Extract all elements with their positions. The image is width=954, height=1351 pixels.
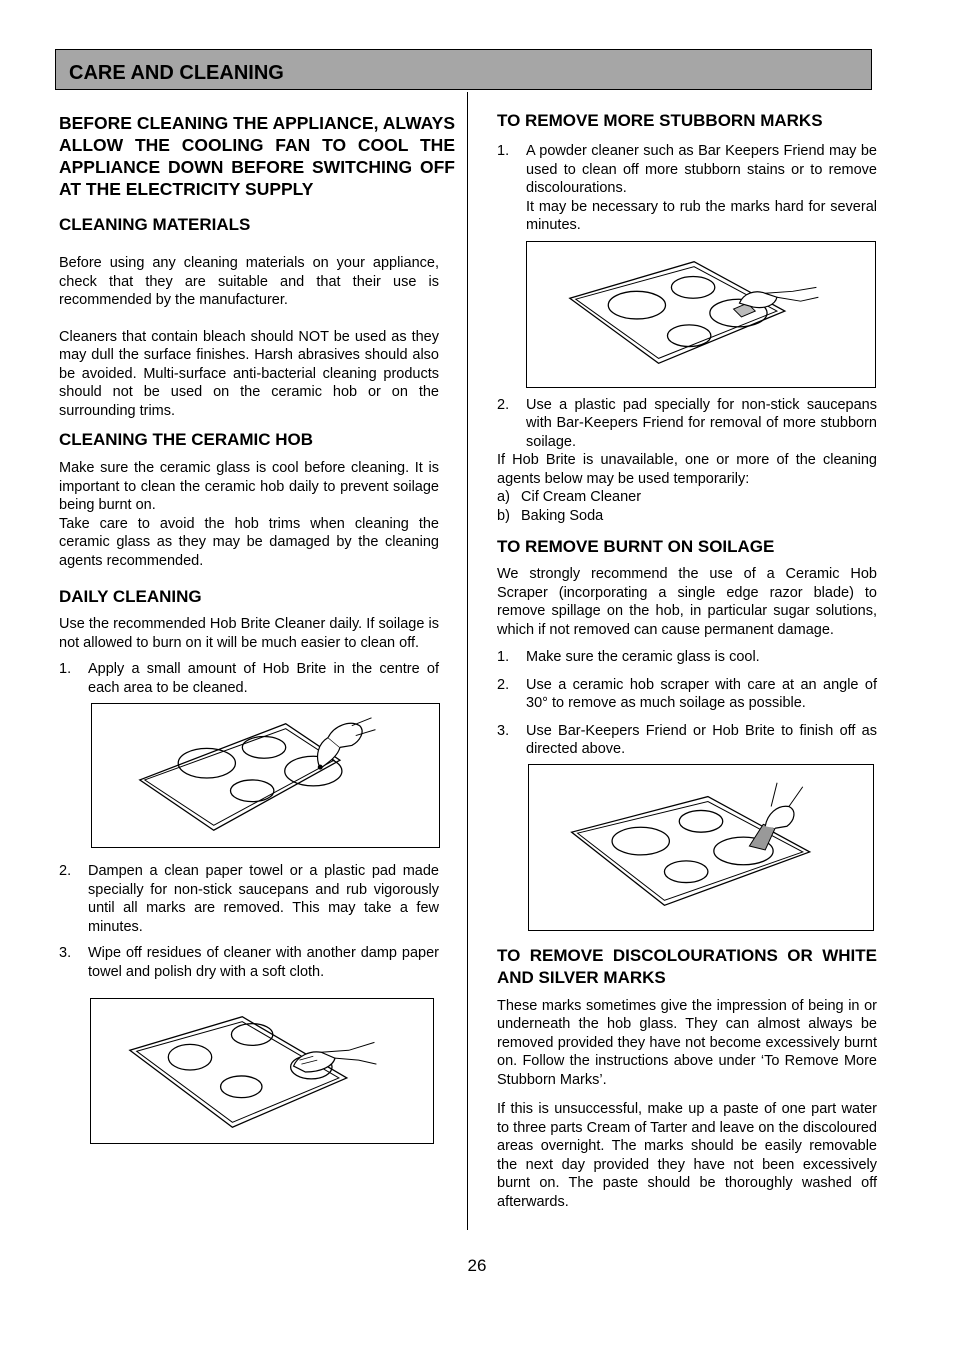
agent-text: Baking Soda (521, 507, 604, 524)
cleaning-materials-para-1: Before using any cleaning materials on your appliance, check that they are suitable and that their use is recommended by the manufacturer. (59, 255, 439, 308)
burnt-step-2 (497, 676, 877, 713)
section-header-bar (55, 49, 872, 90)
safety-warning: BEFORE CLEANING THE APPLIANCE, ALWAYS ALLOW THE COOLING FAN TO COOL THE APPLIANCE DOWN BEFORE SWITCHING OFF AT THE ELECTRICITY SUPPLY (59, 113, 455, 199)
burnt-soilage-para: We strongly recommend the use of a Ceramic Hob Scraper (incorporating a single edge razor blade) to remove spillage on the hob, in particular sugar solutions, which if not removed can cause permanent damage. (497, 566, 877, 638)
daily-cleaning-heading: DAILY CLEANING (59, 587, 202, 606)
daily-step-1 (59, 660, 439, 697)
daily-step-2 (59, 862, 439, 936)
step-text: Use Bar-Keepers Friend or Hob Brite to finish off as directed above. (526, 722, 877, 757)
cleaning-materials-heading: CLEANING MATERIALS (59, 215, 251, 234)
agent-letter: b) (497, 507, 510, 524)
step-text: Apply a small amount of Hob Brite in the centre of each area to be cleaned. (88, 661, 439, 696)
scraper-illustration (528, 764, 874, 931)
daily-step-3 (59, 944, 439, 981)
step-number: 2. (497, 676, 510, 693)
step-number: 2. (497, 396, 510, 413)
step-text: Use a plastic pad specially for non-stick saucepans with Bar-Keepers Friend for removal of more stubborn soilage. (526, 396, 877, 450)
burnt-step-3 (497, 722, 877, 759)
step-number: 3. (59, 945, 72, 961)
stubborn-marks-heading: TO REMOVE MORE STUBBORN MARKS (497, 111, 823, 130)
discolourations-para-1: These marks sometimes give the impression of being in or underneath the hob glass. They can almost always be removed provided they have not become excessively burnt on. Follow the instructions above under ‘To Remove More Stubborn Marks’. (497, 997, 877, 1088)
step-number: 1. (497, 143, 510, 159)
step-text: Dampen a clean paper towel or a plastic pad made specially for non-stick saucepans and rub vigorously until all marks are removed. This may take a few minutes. (88, 863, 439, 935)
agent-item-a (497, 488, 877, 507)
step-text: A powder cleaner such as Bar Keepers Friend may be used to clean off more stubborn stains or to remove discolourations. (526, 143, 877, 196)
step-number: 1. (497, 649, 510, 665)
hob-brite-illustration (91, 703, 440, 848)
step-text-extra: It may be necessary to rub the marks hard for several minutes. (526, 198, 877, 233)
page-number: 26 (467, 1256, 487, 1275)
column-divider (467, 92, 468, 1230)
discolourations-para-2: If this is unsuccessful, make up a paste of one part water to three parts Cream of Tarter and leave on the discoloured areas overnight. The marks should be easily removable the next day provided they have not been excessively burnt on. The paste should be thoroughly washed off afterwards. (497, 1101, 877, 1210)
burnt-step-1 (497, 648, 877, 667)
step-number: 3. (497, 722, 510, 739)
right-column (497, 110, 877, 1211)
agent-letter: a) (497, 489, 510, 505)
step-text: Wipe off residues of cleaner with another damp paper towel and polish dry with a soft cloth. (88, 945, 439, 980)
alternative-agents-para: If Hob Brite is unavailable, one or more of the cleaning agents below may be used temporarily: (497, 452, 877, 487)
discolourations-heading: TO REMOVE DISCOLOURATIONS OR WHITE AND SILVER MARKS (497, 945, 877, 987)
stubborn-step-2 (497, 396, 877, 452)
page-title: CARE AND CLEANING (69, 62, 284, 84)
ceramic-hob-para-2: Take care to avoid the hob trims when cleaning the ceramic glass as they may be damaged by the cleaning agents recommended. (59, 515, 439, 569)
cleaning-materials-para-2: Cleaners that contain bleach should NOT be used as they may dull the surface finishes. Harsh abrasives should also be avoided. Multi-surface anti-bacterial cleaning products should not be used on the ceramic hob or on the surrounding trims. (59, 328, 439, 419)
agent-text: Cif Cream Cleaner (521, 489, 642, 505)
left-column (59, 112, 455, 1144)
powder-cleaner-illustration (526, 241, 876, 388)
step-number: 2. (59, 863, 72, 879)
step-text: Use a ceramic hob scraper with care at an angle of 30° to remove as much soilage as possible. (526, 676, 877, 711)
agent-item-b (497, 507, 877, 526)
ceramic-hob-heading: CLEANING THE CERAMIC HOB (59, 430, 314, 449)
wipe-residue-illustration (90, 998, 434, 1144)
step-number: 1. (59, 661, 72, 677)
daily-cleaning-para: Use the recommended Hob Brite Cleaner daily. If soilage is not allowed to burn on it will be much easier to clean off. (59, 616, 439, 651)
step-text: Make sure the ceramic glass is cool. (526, 649, 760, 665)
stubborn-step-1 (497, 142, 877, 235)
burnt-soilage-heading: TO REMOVE BURNT ON SOILAGE (497, 537, 775, 556)
ceramic-hob-para-1: Make sure the ceramic glass is cool before cleaning. It is important to clean the ceramic hob daily to prevent soilage being burnt on. (59, 460, 439, 513)
